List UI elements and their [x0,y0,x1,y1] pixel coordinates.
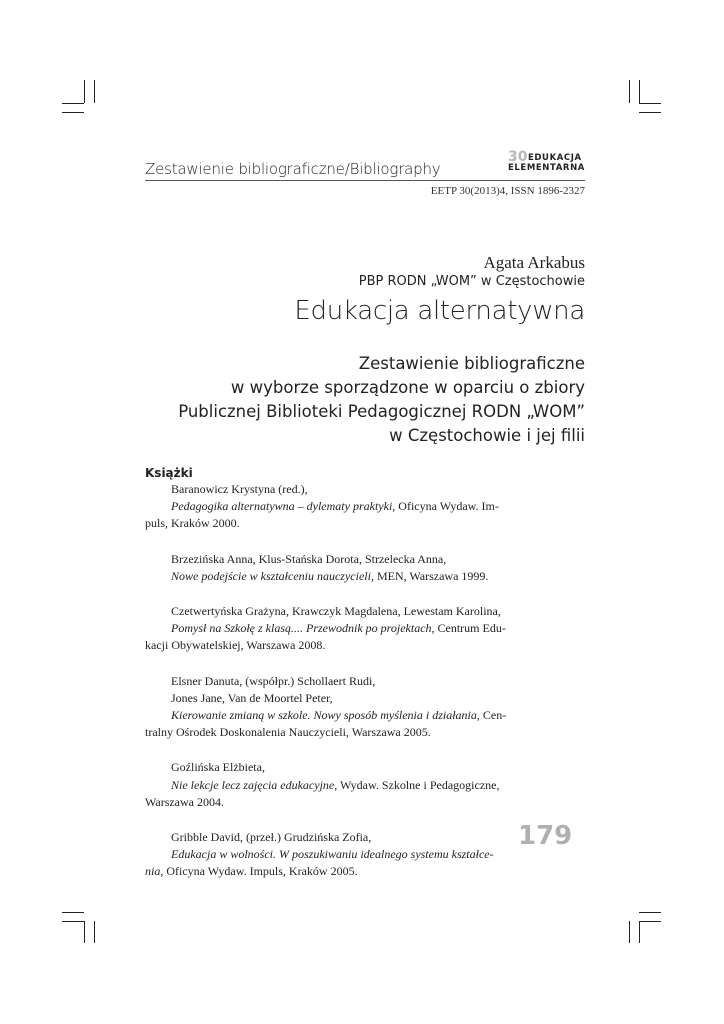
entry-authors: Jones Jane, Van de Moortel Peter, [171,690,333,705]
header-divider [145,180,585,181]
bibliography-entry [145,759,510,811]
entry-authors: Brzezińska Anna, Klus-Stańska Dorota, Strzelecka Anna, [171,551,447,566]
entry-title: Edukacja w wolności. W poszukiwaniu idealnego systemu kształce- [171,847,494,862]
entry-title-line [145,498,510,515]
crop-mark-bottom-right [639,912,661,913]
section-title: Zestawienie bibliograficzne/Bibliography [145,160,441,178]
entry-publisher: , Oficyna Wydaw. Im- [392,499,499,514]
entry-title: Nowe podejście w kształceniu nauczycieli [171,568,371,583]
entry-authors: Czetwertyńska Grażyna, Krawczyk Magdalena, Lewestam Karolina, [171,604,501,619]
entry-publisher: , Oficyna Wydaw. Impuls, Kraków 2005. [160,864,358,879]
article-title: Edukacja alternatywna [294,296,585,326]
author-affiliation: PBP RODN „WOM” w Częstochowie [358,274,585,289]
crop-mark-bottom-right [639,921,661,922]
crop-mark-bottom-right [629,921,630,943]
crop-mark-bottom-left [62,921,84,922]
crop-mark-top-right [639,112,661,113]
article-subtitle [125,352,585,448]
crop-mark-top-right [639,80,640,103]
entry-title-line [145,620,510,637]
entry-publisher: , MEN, Warszawa 1999. [370,568,489,583]
author-name: Agata Arkabus [483,253,585,272]
entry-title-line [145,846,510,863]
logo-number: 30 [508,149,528,165]
entry-continuation: puls, Kraków 2000. [145,516,240,531]
page-number: 179 [518,821,573,851]
crop-mark-bottom-right [639,921,640,943]
crop-mark-top-left [62,103,84,104]
entry-title-line [145,568,510,585]
entry-authors: Elsner Danuta, (współpr.) Schollaert Rudi, [171,673,376,688]
crop-mark-bottom-left [62,912,84,913]
issn-line: EETP 30(2013)4, ISSN 1896-2327 [430,185,585,197]
entry-continuation [145,863,510,880]
books-heading: Książki [145,466,193,480]
bibliography-entry [145,673,510,742]
crop-mark-top-left [62,112,84,113]
entry-continuation: tralny Ośrodek Doskonalenia Nauczycieli, Warszawa 2005. [145,725,431,740]
bibliography-entry [145,603,510,655]
entry-title: Kierowanie zmianą w szkole. Nowy sposób myślenia i działania [171,708,477,723]
bibliography-list [145,481,510,899]
entry-title: Pomysł na Szkołę z klasą.... Przewodnik po projektach [171,621,432,636]
entry-title: Pedagogika alternatywna – dylematy praktyki [171,499,393,514]
entry-title: Nie lekcje lecz zajęcia edukacyjne [171,777,335,792]
logo-line-1: EDUKACJA [528,153,582,163]
entry-publisher: , Centrum Edu- [431,621,506,636]
bibliography-entry [145,481,510,533]
entry-title-line [145,777,510,794]
entry-title-line [145,707,510,724]
entry-continuation: Warszawa 2004. [145,794,225,809]
bibliography-entry [145,829,510,881]
crop-mark-top-left [94,80,95,103]
crop-mark-bottom-left [94,921,95,943]
bibliography-entry [145,551,510,585]
entry-continuation: kacji Obywatelskiej, Warszawa 2008. [145,638,326,653]
entry-authors: Gribble David, (przeł.) Grudzińska Zofia, [171,830,372,845]
subtitle-line: w Częstochowie i jej filii [389,426,585,445]
crop-mark-top-left [84,80,85,103]
subtitle-line: Publicznej Biblioteki Pedagogicznej RODN „WOM” [178,402,585,421]
entry-authors: Goźlińska Elżbieta, [171,760,265,775]
journal-logo [508,149,586,175]
subtitle-line: w wyborze sporządzone w oparciu o zbiory [230,378,585,397]
subtitle-line: Zestawienie bibliograficzne [358,354,585,373]
entry-publisher: , Wydaw. Szkolne i Pedagogiczne, [334,777,500,792]
entry-publisher: , Cen- [476,708,507,723]
logo-line-2: ELEMENTARNA [508,163,585,173]
crop-mark-bottom-left [84,921,85,943]
crop-mark-top-right [639,103,661,104]
entry-authors: Baranowicz Krystyna (red.), [171,482,308,496]
entry-title-continuation: nia [145,864,161,879]
crop-mark-top-right [629,80,630,103]
